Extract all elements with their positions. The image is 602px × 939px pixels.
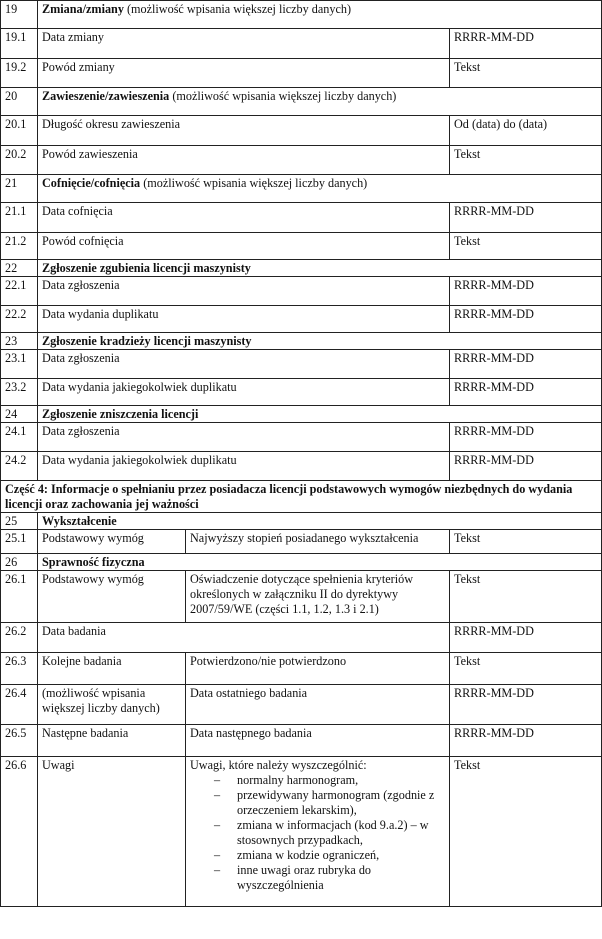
row-number: 26.5 — [1, 725, 38, 757]
table-row-23-1 — [1, 350, 602, 379]
list-item — [190, 863, 445, 893]
section-title — [38, 554, 602, 571]
section-row-20 — [1, 88, 602, 116]
field-format: Od (data) do (data) — [450, 116, 602, 146]
field-label: Powód zmiany — [38, 59, 450, 88]
dash-marker: – — [214, 863, 221, 877]
field-format: RRRR-MM-DD — [450, 379, 602, 406]
list-item-text: inne uwagi oraz rubryka do wyszczególnienia — [237, 863, 372, 892]
row-number: 23.1 — [1, 350, 38, 379]
section-title-bold: Zgłoszenie zgubienia licencji maszynisty — [42, 261, 251, 275]
list-item-text: przewidywany harmonogram (zgodnie z orzeczeniem lekarskim), — [237, 788, 435, 817]
table-row-22-1 — [1, 277, 602, 306]
list-item — [190, 788, 445, 818]
table-row-20-2 — [1, 146, 602, 175]
row-number: 24.1 — [1, 423, 38, 452]
row-number: 21.1 — [1, 203, 38, 233]
section-title — [38, 406, 602, 423]
row-number: 22 — [1, 260, 38, 277]
section-row-21 — [1, 175, 602, 203]
field-label: Data zgłoszenia — [38, 277, 450, 306]
section-title-bold: Zmiana/zmiany — [42, 2, 124, 16]
row-number: 24 — [1, 406, 38, 423]
table-row-23-2 — [1, 379, 602, 406]
row-number: 20.1 — [1, 116, 38, 146]
table-row-26-3 — [1, 653, 602, 685]
section-row-23 — [1, 333, 602, 350]
list-item-text: normalny harmonogram, — [237, 773, 359, 787]
remarks-intro: Uwagi, które należy wyszczególnić: — [190, 758, 367, 772]
section-title-bold: Sprawność fizyczna — [42, 555, 145, 569]
field-label: Powód cofnięcia — [38, 233, 450, 260]
field-format: RRRR-MM-DD — [450, 423, 602, 452]
row-number: 19.2 — [1, 59, 38, 88]
field-label: (możliwość wpisania większej liczby danych) — [38, 685, 186, 725]
field-description: Data następnego badania — [186, 725, 450, 757]
table-row-26-1 — [1, 571, 602, 623]
list-item — [190, 773, 445, 788]
field-label: Data badania — [38, 623, 450, 653]
row-number: 21 — [1, 175, 38, 203]
section-title — [38, 175, 602, 203]
section-title-bold: Cofnięcie/cofnięcia — [42, 176, 141, 190]
field-label: Uwagi — [38, 757, 186, 907]
field-format: Tekst — [450, 59, 602, 88]
field-format: RRRR-MM-DD — [450, 203, 602, 233]
dash-marker: – — [214, 848, 221, 862]
section-title — [38, 1, 602, 29]
field-label: Podstawowy wymóg — [38, 571, 186, 623]
table-row-19-2 — [1, 59, 602, 88]
field-label: Kolejne badania — [38, 653, 186, 685]
section-title-bold: Wykształcenie — [42, 514, 117, 528]
field-description: Potwierdzono/nie potwierdzono — [186, 653, 450, 685]
field-format: RRRR-MM-DD — [450, 623, 602, 653]
part-4-heading-text: Część 4: Informacje o spełnianiu przez posiadacza licencji podstawowych wymogów niezbędnych do wydania licencji oraz zachowania jej ważności — [5, 482, 573, 511]
section-title-bold: Zgłoszenie zniszczenia licencji — [42, 407, 199, 421]
field-format: RRRR-MM-DD — [450, 29, 602, 59]
row-number: 23.2 — [1, 379, 38, 406]
dash-marker: – — [214, 773, 221, 787]
table-row-25-1 — [1, 530, 602, 554]
section-row-24 — [1, 406, 602, 423]
row-number: 19.1 — [1, 29, 38, 59]
field-format: Tekst — [450, 653, 602, 685]
section-note: (możliwość wpisania większej liczby danych) — [140, 176, 368, 190]
row-number: 20.2 — [1, 146, 38, 175]
field-label: Podstawowy wymóg — [38, 530, 186, 554]
field-label: Następne badania — [38, 725, 186, 757]
section-row-26 — [1, 554, 602, 571]
section-title-bold: Zgłoszenie kradzieży licencji maszynisty — [42, 334, 252, 348]
part-4-heading — [1, 481, 602, 513]
section-note: (możliwość wpisania większej liczby danych) — [169, 89, 397, 103]
section-row-22 — [1, 260, 602, 277]
dash-marker: – — [214, 788, 221, 802]
section-note: (możliwość wpisania większej liczby danych) — [123, 2, 352, 16]
table-row-19-1 — [1, 29, 602, 59]
section-title — [38, 333, 602, 350]
part-4-heading-row — [1, 481, 602, 513]
row-number: 26.2 — [1, 623, 38, 653]
row-number: 19 — [1, 1, 38, 29]
section-title — [38, 260, 602, 277]
section-row-25 — [1, 513, 602, 530]
row-number: 23 — [1, 333, 38, 350]
field-format: Tekst — [450, 233, 602, 260]
row-number: 22.2 — [1, 306, 38, 333]
field-description: Data ostatniego badania — [186, 685, 450, 725]
field-label: Powód zawieszenia — [38, 146, 450, 175]
field-format: Tekst — [450, 571, 602, 623]
table-row-21-2 — [1, 233, 602, 260]
section-title-bold: Zawieszenie/zawieszenia — [42, 89, 170, 103]
field-label: Data cofnięcia — [38, 203, 450, 233]
field-label: Data wydania jakiegokolwiek duplikatu — [38, 379, 450, 406]
field-format: Tekst — [450, 146, 602, 175]
row-number: 24.2 — [1, 452, 38, 481]
section-row-19 — [1, 1, 602, 29]
section-title — [38, 513, 602, 530]
section-title — [38, 88, 602, 116]
list-item-text: zmiana w informacjach (kod 9.a.2) – w stosownych przypadkach, — [237, 818, 429, 847]
dash-marker: – — [214, 818, 221, 832]
row-number: 26.4 — [1, 685, 38, 725]
row-number: 20 — [1, 88, 38, 116]
field-format: RRRR-MM-DD — [450, 725, 602, 757]
table-row-20-1 — [1, 116, 602, 146]
table-row-26-4 — [1, 685, 602, 725]
table-row-21-1 — [1, 203, 602, 233]
row-number: 26.6 — [1, 757, 38, 907]
field-format: RRRR-MM-DD — [450, 277, 602, 306]
table-row-24-1 — [1, 423, 602, 452]
table-row-26-2 — [1, 623, 602, 653]
field-format: RRRR-MM-DD — [450, 452, 602, 481]
field-description: Najwyższy stopień posiadanego wykształcenia — [186, 530, 450, 554]
field-description — [186, 757, 450, 907]
row-number: 25.1 — [1, 530, 38, 554]
field-description: Oświadczenie dotyczące spełnienia kryteriów określonych w załączniku II do dyrektywy 2007/59/WE (części 1.1, 1.2, 1.3 i 2.1) — [186, 571, 450, 623]
remarks-list — [190, 773, 445, 893]
row-number: 25 — [1, 513, 38, 530]
field-format: RRRR-MM-DD — [450, 350, 602, 379]
row-number: 26.3 — [1, 653, 38, 685]
list-item — [190, 818, 445, 848]
field-format: RRRR-MM-DD — [450, 685, 602, 725]
row-number: 26.1 — [1, 571, 38, 623]
field-label: Data zgłoszenia — [38, 423, 450, 452]
field-label: Długość okresu zawieszenia — [38, 116, 450, 146]
table-row-22-2 — [1, 306, 602, 333]
field-format: Tekst — [450, 757, 602, 907]
row-number: 21.2 — [1, 233, 38, 260]
table-row-26-6 — [1, 757, 602, 907]
table-row-26-5 — [1, 725, 602, 757]
table-row-24-2 — [1, 452, 602, 481]
row-number: 26 — [1, 554, 38, 571]
field-format: RRRR-MM-DD — [450, 306, 602, 333]
field-label: Data zmiany — [38, 29, 450, 59]
list-item-text: zmiana w kodzie ograniczeń, — [237, 848, 380, 862]
field-label: Data wydania jakiegokolwiek duplikatu — [38, 452, 450, 481]
row-number: 22.1 — [1, 277, 38, 306]
list-item — [190, 848, 445, 863]
field-label: Data zgłoszenia — [38, 350, 450, 379]
field-label: Data wydania duplikatu — [38, 306, 450, 333]
field-format: Tekst — [450, 530, 602, 554]
